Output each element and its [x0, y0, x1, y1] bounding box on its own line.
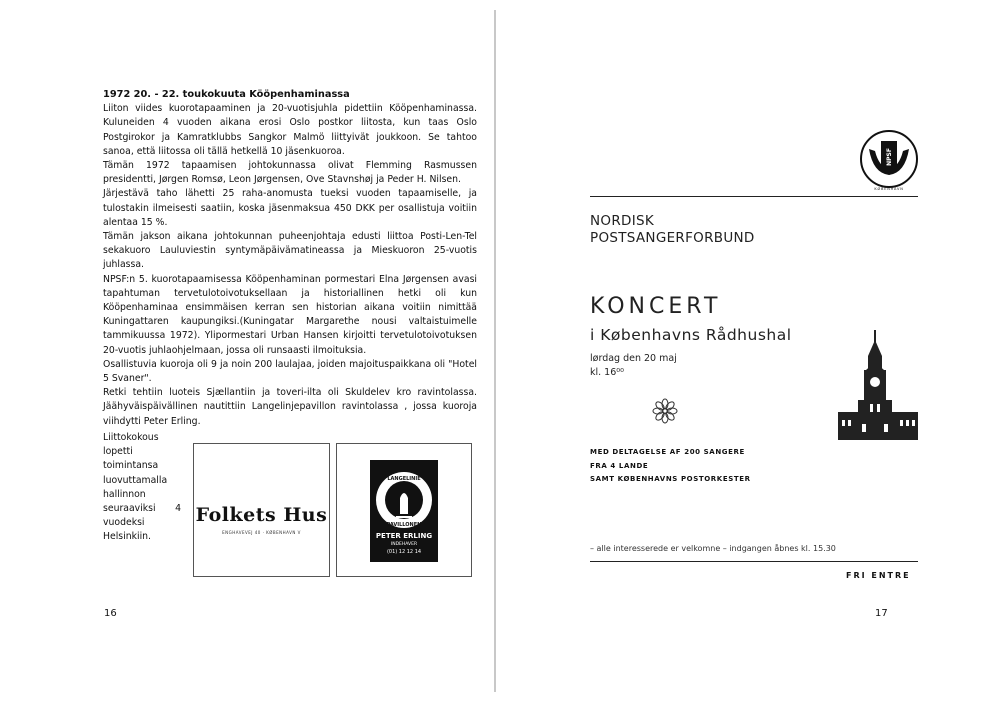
folkets-hus-ad	[193, 443, 330, 577]
paragraph: Tämän 1972 tapaamisen johtokunnassa olivat Flemming Rasmussen presidentti, Jørgen Romsø, Leon Jørgensen, Ove Stavnshøj ja Peder H. Nilsen.	[103, 160, 477, 186]
emblem-label: NPSF	[886, 148, 893, 166]
bottom-rule	[590, 561, 918, 562]
right-page	[496, 0, 994, 702]
folkets-hus-address: ENGHAVEVEJ 40 · KØBENHAVN V	[222, 530, 301, 535]
paragraph: Järjestävä taho lähetti 25 raha-anomusta tueksi vuoden tapaamiselle, ja tulostakin ilmeisesti saatiin, koska jäsenmaksua 450 DKK per osallistuja voitiin alentaa 15 %.	[103, 188, 477, 228]
paragraph: Liiton viides kuorotapaaminen ja 20-vuotisjuhla pidettiin Kööpenhaminassa. Kuluneiden 4 vuoden aikana erosi Oslo postkor liitosta, kun taas Oslo Postgirokor ja Kamratklubbs Sangkor Malmö liittyivät joukkoon. Se tahtoo sanoa, että liitossa oli tällä hetkellä 10 jäsenkuoroa.	[103, 103, 477, 157]
admission-note: – alle interesserede er velkomne – indgangen åbnes kl. 15.30	[590, 544, 836, 553]
concert-title: KONCERT	[590, 294, 722, 319]
detail-line: MED DELTAGELSE AF 200 SANGERE	[590, 448, 745, 456]
concert-details	[590, 446, 751, 487]
org-line-1: NORDISK	[590, 213, 655, 229]
free-entry: FRI ENTRE	[846, 571, 911, 580]
org-line-2: POSTSANGERFORBUND	[590, 230, 755, 246]
emblem-caption: KØBENHAVN	[874, 187, 904, 191]
ad-owner-title: INDEHAVER	[390, 542, 418, 547]
venue: i Københavns Rådhushal	[590, 326, 792, 344]
folkets-hus-logo: Folkets Hus	[195, 504, 328, 526]
detail-line: SAMT KØBENHAVNS POSTORKESTER	[590, 475, 751, 483]
paragraph: Osallistuvia kuoroja oli 9 ja noin 200 laulajaa, joiden majoituspaikkana oli "Hotel 5 Svaner".	[103, 358, 477, 385]
closing-paragraph	[103, 431, 181, 545]
npsf-emblem-icon	[859, 129, 919, 189]
closing-text: Liittokokous lopetti toimintansa luovuttamalla hallinnon seuraaviksi 4 vuodeksi Helsinkiin.	[103, 432, 181, 543]
concert-date: lørdag den 20 maj	[590, 353, 677, 364]
svg-text:PAVILLONEN: PAVILLONEN	[386, 522, 422, 528]
detail-line: FRA 4 LANDE	[590, 461, 649, 470]
paragraph: NPSF:n 5. kuorotapaamisessa Kööpenhaminan pormestari Elna Jørgensen avasi tapahtuman tervetulotoivotuksellaan ja historiallinen hetki oli kun Kööpenhaminaa ensimmäisen kerran sen historian aikana voitiin nimittää Kuningattaren kaupungiksi.(Kuningatar Margarethe nousi valtaistuimelle tammikuussa 1972). Ylipormestari Urban Hansen kirjoitti tervetulotoivotuksen 20-vuotis juhlaohjelmaan, jossa oli runsaasti ilmoituksia.	[103, 273, 477, 356]
top-rule	[590, 196, 918, 197]
concert-time: kl. 16⁰⁰	[590, 367, 624, 378]
flower-ornament-icon	[652, 398, 678, 424]
ad-owner-name: PETER ERLING	[375, 532, 433, 540]
paragraph: Retki tehtiin luoteis Sjællantiin ja toveri-ilta oli Skuldelev kro ravintolassa. Jäähyväispäivällinen nautittiin Langelinjepavillon ravintolassa , jossa kuoroja viihdytti Peter Erling.	[103, 387, 477, 427]
pavillonen-ring-logo-icon	[370, 460, 438, 540]
date-block	[590, 352, 677, 380]
langelinie-pavillonen-ad	[336, 443, 472, 577]
paragraph: Tämän jakson aikana johtokunnan puheenjohtaja edusti liittoa Posti-Len-Tel sekakuoro Lauluviestin syntymäpäivämatineassa ja Mieskuoron 25-vuotis juhlassa.	[103, 231, 477, 271]
organisation-name	[590, 213, 755, 247]
page-number-right: 17	[875, 608, 888, 619]
page-number-left: 16	[104, 608, 117, 619]
article	[103, 88, 477, 429]
ad-phone: (01) 12 12 14	[386, 549, 422, 555]
left-page	[0, 0, 494, 702]
article-heading: 1972 20. - 22. toukokuuta Kööpenhaminassa	[103, 89, 350, 100]
svg-text:LANGELINIE: LANGELINIE	[387, 476, 421, 482]
city-hall-tower-icon	[838, 330, 918, 440]
